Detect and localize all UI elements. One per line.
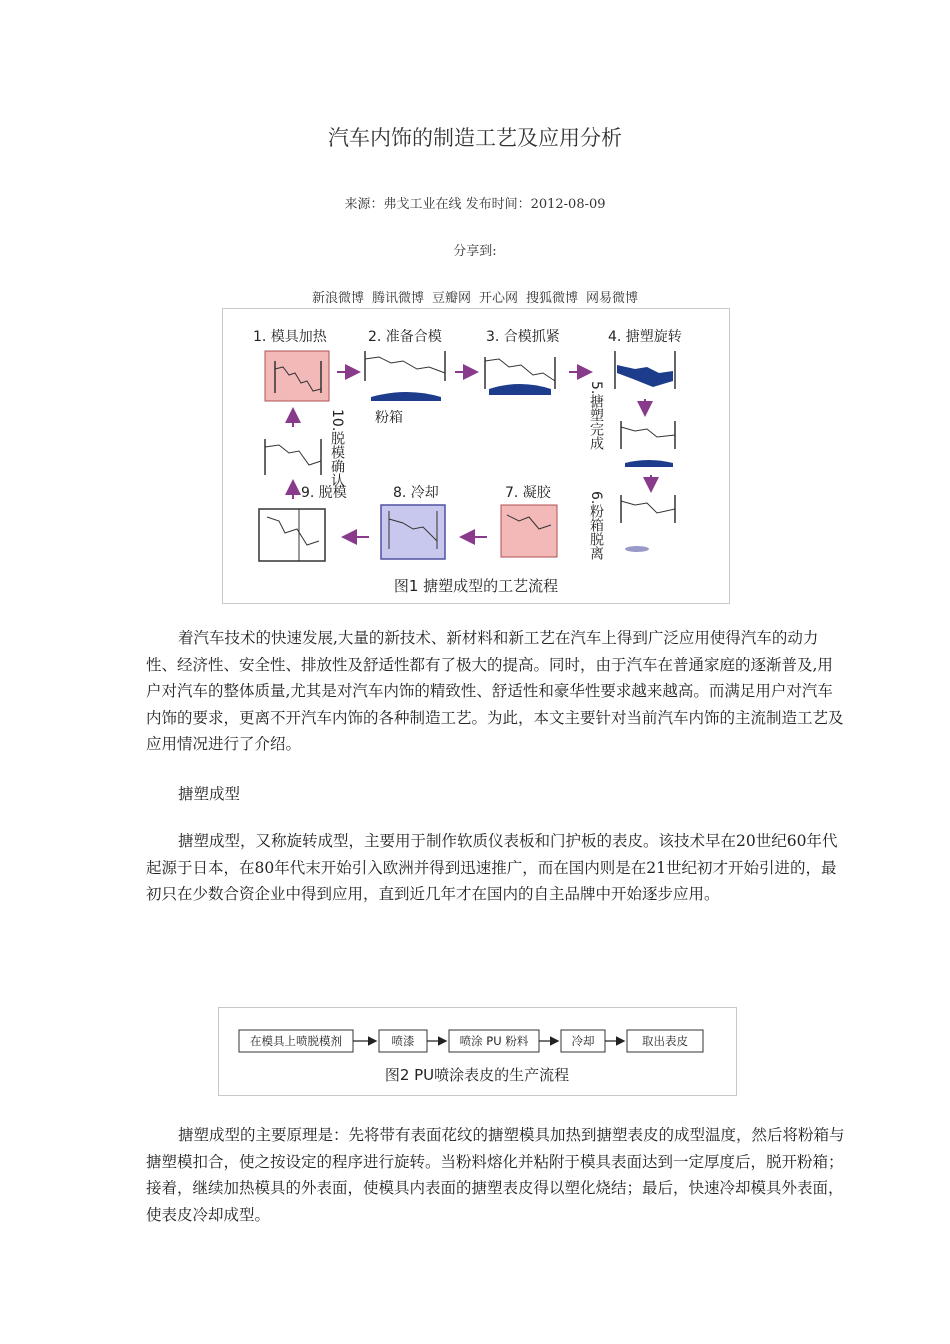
- figure-2-pu-spray-flow: [218, 1007, 737, 1096]
- step-9-label: 9. 脱模: [301, 485, 347, 501]
- powder-box-label: 粉箱: [375, 410, 403, 426]
- article-title: 汽车内饰的制造工艺及应用分析: [328, 126, 622, 150]
- share-link-kaixin[interactable]: 开心网: [479, 291, 519, 306]
- figure-1-diagram: [223, 309, 729, 603]
- paragraph-intro-text: 着汽车技术的快速发展,大量的新技术、新材料和新工艺在汽车上得到广泛应用使得汽车的动力性、经济性、安全性、排放性及舒适性都有了极大的提高。同时，由于汽车在普通家庭的逐渐普及,用户对汽车的整体质量,尤其是对汽车内饰的精致性、舒适性和豪华性要求越来越高。而满足用户对汽车内饰的要求，更离不开汽车内饰的各种制造工艺。为此，本文主要针对当前汽车内饰的主流制造工艺及应用情况进行了介绍。: [146, 629, 844, 753]
- share-link-netease[interactable]: 网易微博: [586, 291, 639, 306]
- step-4-mold-icon: [615, 351, 675, 389]
- step-5-mold-icon: [621, 421, 675, 467]
- paragraph-principle: [146, 1122, 846, 1228]
- share-link-sohu[interactable]: 搜狐微博: [526, 291, 579, 306]
- step-2-mold-icon: [365, 351, 445, 401]
- share-link-sina[interactable]: 新浪微博: [311, 291, 364, 306]
- step-6-mold-icon: [621, 495, 675, 552]
- figure-1-caption: 图1 搪塑成型的工艺流程: [393, 577, 559, 595]
- paragraph-principle-text: 搪塑成型的主要原理是：先将带有表面花纹的搪塑模具加热到搪塑表皮的成型温度，然后将粉箱与搪塑模扣合，使之按设定的程序进行旋转。当粉料熔化并粘附于模具表面达到一定厚度后，脱开粉箱；接着，继续加热模具的外表面，使模具内表面的搪塑表皮得以塑化烧结；最后，快速冷却模具外表面，使表皮冷却成型。: [146, 1126, 845, 1224]
- share-label: 分享到:: [453, 244, 497, 259]
- paragraph-intro: [146, 625, 846, 758]
- flow-step-2: 喷漆: [391, 1034, 415, 1048]
- share-link-tencent[interactable]: 腾讯微博: [371, 291, 424, 306]
- paragraph-history-text: 搪塑成型，又称旋转成型，主要用于制作软质仪表板和门护板的表皮。该技术早在20世纪60年代起源于日本，在80年代末开始引入欧洲并得到迅速推广，而在国内则是在21世纪初才开始引进的，最初只在少数合资企业中得到应用，直到近几年才在国内的自主品牌中开始逐步应用。: [146, 832, 838, 903]
- flow-step-3: 喷涂 PU 粉料: [459, 1034, 529, 1048]
- step-1-mold-icon: [265, 351, 329, 401]
- step-3-label: 3. 合模抓紧: [486, 329, 560, 345]
- step-5-label: 5.搪塑完成: [588, 381, 604, 451]
- step-7-mold-icon: [501, 505, 557, 557]
- step-10-mold-icon: [265, 439, 321, 475]
- share-links: [0, 287, 950, 306]
- step-8-label: 8. 冷却: [393, 485, 439, 501]
- section-heading: 搪塑成型: [178, 785, 241, 803]
- figure-1-slush-molding-flow: [222, 308, 730, 604]
- flow-step-1: 在模具上喷脱模剂: [250, 1034, 342, 1048]
- flow-step-5: 取出表皮: [642, 1034, 688, 1048]
- flow-step-4: 冷却: [571, 1034, 595, 1048]
- figure-2-diagram: [219, 1008, 736, 1095]
- step-1-label: 1. 模具加热: [253, 329, 327, 345]
- step-7-label: 7. 凝胶: [505, 485, 551, 501]
- figure-2-caption: 图2 PU喷涂表皮的生产流程: [384, 1066, 570, 1084]
- step-9-mold-icon: [259, 509, 325, 561]
- step-8-mold-icon: [381, 505, 445, 559]
- step-3-mold-icon: [485, 357, 555, 395]
- step-2-label: 2. 准备合模: [368, 329, 442, 345]
- article-meta: 来源：弗戈工业在线 发布时间：2012-08-09: [344, 197, 606, 212]
- share-link-douban[interactable]: 豆瓣网: [431, 291, 471, 306]
- paragraph-history: [146, 828, 846, 908]
- step-4-label: 4. 搪塑旋转: [608, 329, 682, 345]
- step-6-label: 6.粉箱脱离: [588, 491, 604, 561]
- step-10-label: 10.脱模确认: [329, 409, 345, 488]
